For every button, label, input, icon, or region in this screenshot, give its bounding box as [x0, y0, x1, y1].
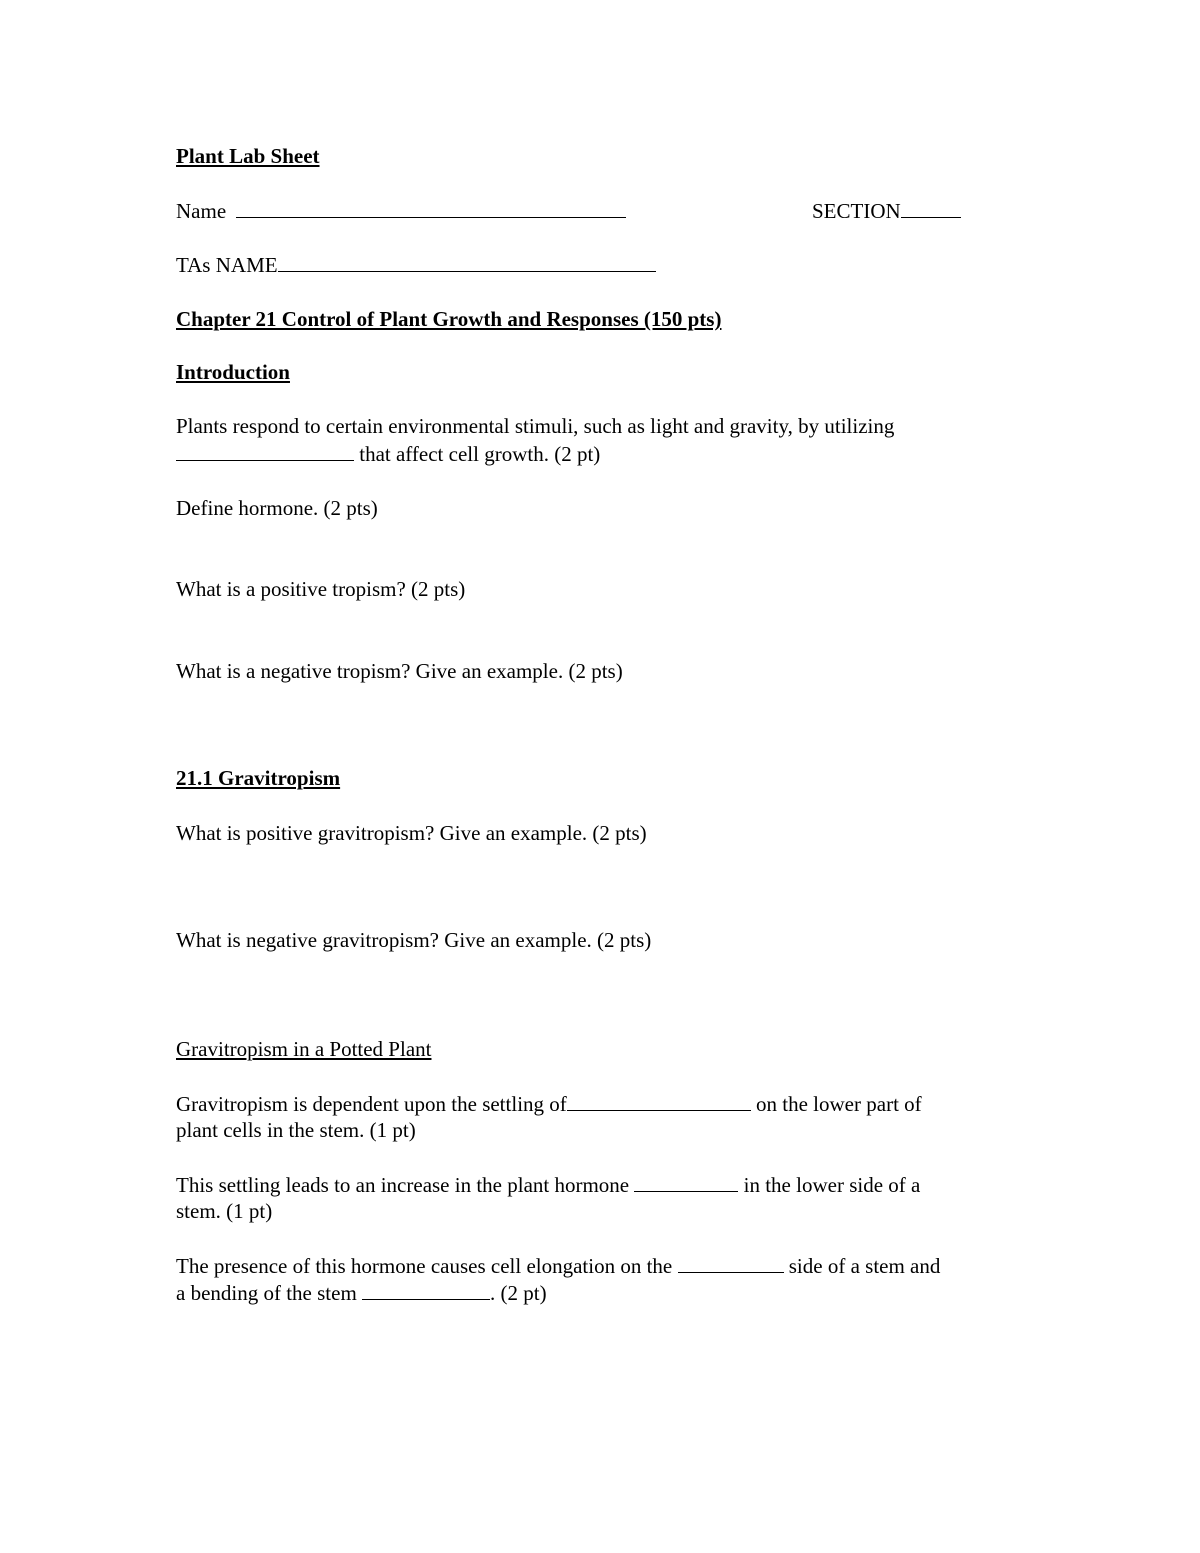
elongation-question-tail: side of a stem and — [788, 1254, 941, 1278]
settling-question-line1 — [176, 1090, 922, 1118]
bending-question-tail: . (2 pt) — [490, 1281, 547, 1305]
potted-plant-subheading: Gravitropism in a Potted Plant — [176, 1037, 432, 1061]
define-hormone-question: Define hormone. (2 pts) — [176, 496, 378, 520]
chapter-heading: Chapter 21 Control of Plant Growth and Responses (150 pts) — [176, 307, 722, 331]
settling-question-lead: Gravitropism is dependent upon the settling of — [176, 1092, 567, 1116]
hormone-question-tail: in the lower side of a — [743, 1173, 921, 1197]
hormone-question-lead: This settling leads to an increase in the plant hormone — [176, 1173, 630, 1197]
intro-question-line2 — [176, 440, 600, 468]
ta-name-label: TAs NAME — [176, 253, 278, 277]
settling-question-line2: plant cells in the stem. (1 pt) — [176, 1118, 416, 1142]
positive-gravitropism-question: What is positive gravitropism? Give an example. (2 pts) — [176, 821, 647, 845]
negative-tropism-question: What is a negative tropism? Give an example. (2 pts) — [176, 659, 623, 683]
hormone-name-blank[interactable] — [634, 1171, 738, 1192]
introduction-heading: Introduction — [176, 360, 290, 384]
settling-question-tail: on the lower part of — [756, 1092, 922, 1116]
hormone-question-line1 — [176, 1171, 920, 1199]
elongation-side-blank[interactable] — [678, 1252, 784, 1273]
ta-name-row — [176, 251, 656, 279]
section-label: SECTION — [812, 199, 901, 223]
elongation-question-lead: The presence of this hormone causes cell elongation on the — [176, 1254, 673, 1278]
elongation-question-line2 — [176, 1279, 547, 1307]
positive-tropism-question: What is a positive tropism? (2 pts) — [176, 577, 466, 601]
intro-question-line1: Plants respond to certain environmental stimuli, such as light and gravity, by utilizing — [176, 414, 895, 438]
statoliths-blank[interactable] — [567, 1090, 751, 1111]
intro-question-tail: that affect cell growth. (2 pt) — [359, 442, 601, 466]
bending-direction-blank[interactable] — [362, 1279, 490, 1300]
name-row — [176, 197, 626, 225]
hormone-question-line2: stem. (1 pt) — [176, 1199, 273, 1223]
gravitropism-section-heading: 21.1 Gravitropism — [176, 766, 341, 790]
hormones-blank[interactable] — [176, 440, 354, 461]
elongation-question-line1 — [176, 1252, 940, 1280]
negative-gravitropism-question: What is negative gravitropism? Give an example. (2 pts) — [176, 928, 652, 952]
section-row — [812, 197, 961, 225]
ta-name-blank[interactable] — [278, 251, 656, 272]
section-blank[interactable] — [901, 197, 961, 218]
bending-question-lead: a bending of the stem — [176, 1281, 357, 1305]
name-blank[interactable] — [236, 197, 626, 218]
name-label: Name — [176, 199, 227, 223]
sheet-title: Plant Lab Sheet — [176, 144, 320, 168]
